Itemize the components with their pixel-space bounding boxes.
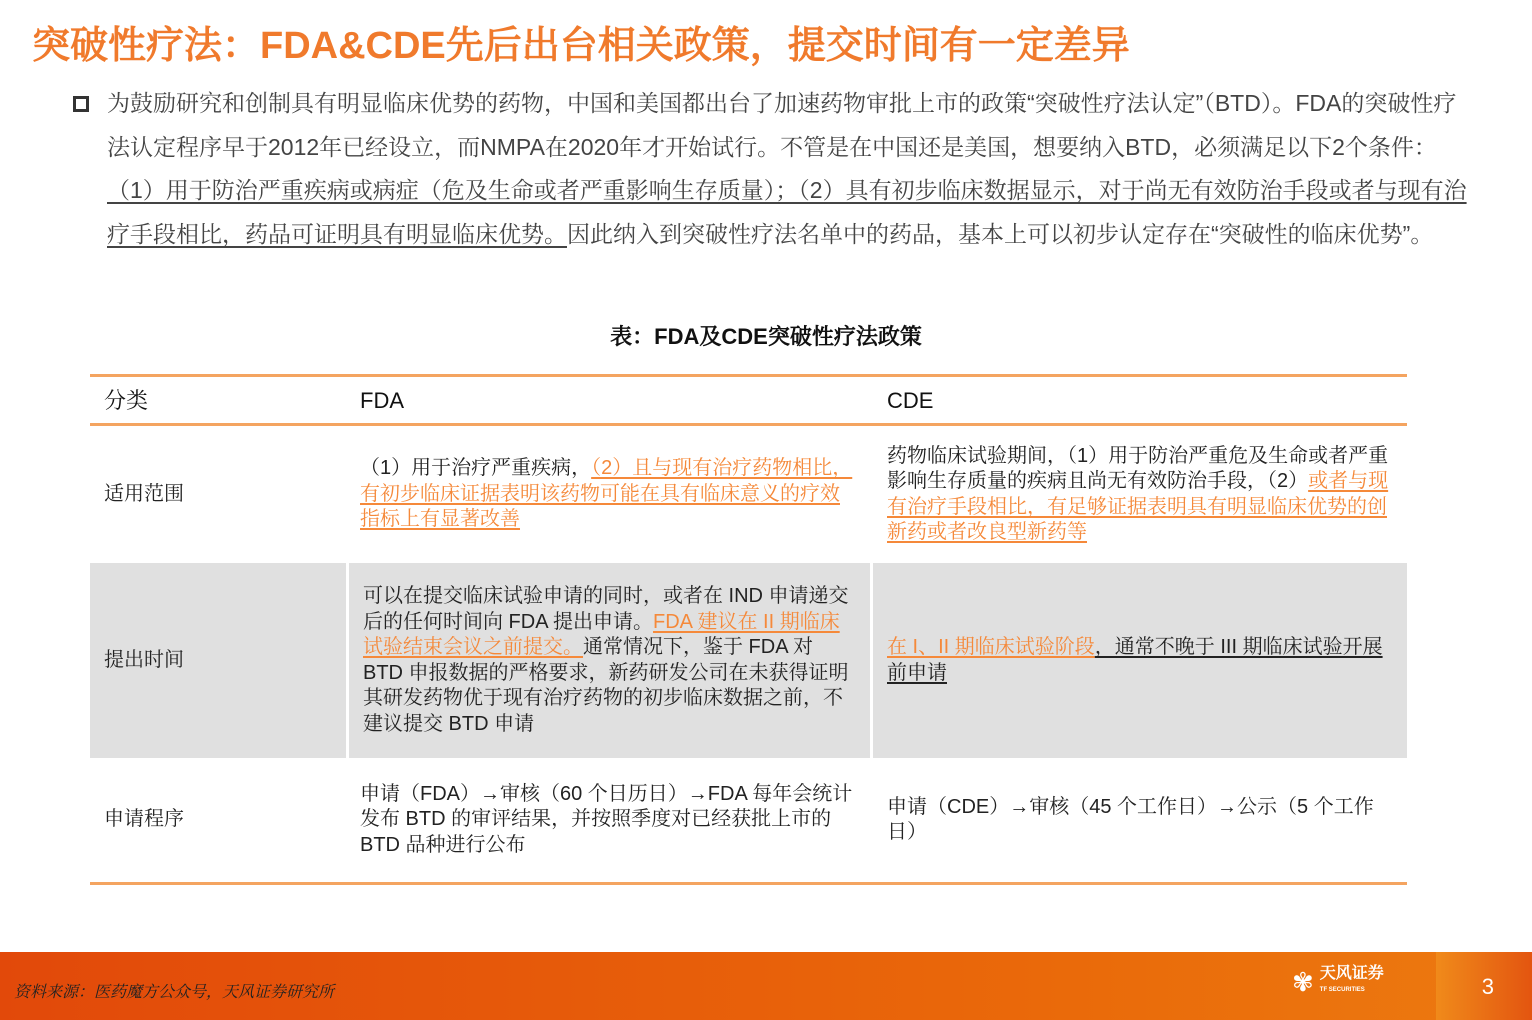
fda-cell (346, 426, 873, 563)
cell-text: （1）用于治疗严重疾病， (360, 457, 592, 480)
flower-logo-icon: ✾ (1292, 966, 1314, 997)
cde-cell (873, 426, 1407, 563)
fda-cell (346, 758, 873, 882)
row-label: 提出时间 (90, 563, 346, 758)
table-caption: 表：FDA及CDE突破性疗法政策 (610, 324, 922, 349)
intro-text: 为鼓励研究和创制具有明显临床优势的药物，中国和美国都出台了加速药物审批上市的政策“突破性疗法认定”（BTD）。FDA的突破性疗法认定程序早于2012年已经设立，而NMPA在2020年才开始试行。不管是在中国还是美国，想要纳入BTD，必须满足以下2个条件： (107, 90, 1457, 160)
cell-text: 可以在提交临床试验申请的同时，或者在 IND 申请递交后的任何时间向 FDA 提出申请。 (363, 585, 849, 633)
footer (0, 952, 1532, 1020)
row-label: 适用范围 (104, 482, 184, 505)
header-fda: FDA (360, 387, 404, 413)
logo-text: 天风证券 TF SECURITIES (1319, 965, 1384, 993)
row-label: 申请程序 (104, 808, 184, 831)
highlight-text: FDA 建议在 II 期临床试验结束会议之前提交。 (363, 610, 840, 658)
cell-text: ，通常不晚于 III 期临床试验开展前申请 (887, 636, 1383, 684)
highlight-text: （2）且与现有治疗药物相比，有初步临床证据表明该药物可能在具有临床意义的疗效指标上有显著改善 (360, 457, 853, 531)
table-row (90, 758, 1407, 882)
table-row (90, 563, 1407, 758)
fda-cell (346, 563, 873, 758)
cde-cell (873, 563, 1407, 758)
cell-text: 通常情况下，鉴于 FDA 对 BTD 申报数据的严格要求，新药研发公司在未获得证明其研发药物优于现有治疗药物的初步临床数据之前，不建议提交 BTD 申请 (363, 636, 849, 735)
header-cde: CDE (887, 387, 934, 413)
header-category: 分类 (104, 387, 149, 413)
source-note: 资料来源：医药魔方公众号，天风证券研究所 (14, 984, 335, 1001)
intro-conditions: （1）用于防治严重疾病或病症（危及生命或者严重影响生存质量）；（2）具有初步临床数据显示，对于尚无有效防治手段或者与现有治疗手段相比，药品可证明具有明显临床优势。 (107, 177, 1467, 247)
highlight-text: 在 I、II 期临床试验阶段 (887, 636, 1095, 658)
cell-text: 药物临床试验期间，（1）用于防治严重危及生命或者严重影响生存质量的疾病且尚无有效防治手段，（2） (887, 444, 1389, 492)
bullet-square-icon (73, 96, 89, 112)
page-number: 3 (1436, 952, 1532, 1020)
cell-text: 申请（CDE）→审核（45 个工作日）→公示（5 个工作日） (887, 795, 1374, 843)
divider (90, 882, 1407, 885)
company-logo (1292, 966, 1384, 998)
cde-cell (873, 758, 1407, 882)
page-title: 突破性疗法：FDA&CDE先后出台相关政策，提交时间有一定差异 (32, 25, 1130, 67)
table-row (90, 426, 1407, 563)
intro-conclusion: 因此纳入到突破性疗法名单中的药品，基本上可以初步认定存在“突破性的临床优势”。 (567, 220, 1434, 247)
highlight-text: 或者与现有治疗手段相比，有足够证据表明具有明显临床优势的创新药或者改良型新药等 (887, 470, 1389, 543)
intro-paragraph (107, 82, 1467, 256)
table-header (90, 377, 1407, 424)
cell-text: 申请（FDA）→审核（60 个日历日）→FDA 每年会统计发布 BTD 的审评结果，并按照季度对已经获批上市的 BTD 品种进行公布 (360, 782, 853, 856)
